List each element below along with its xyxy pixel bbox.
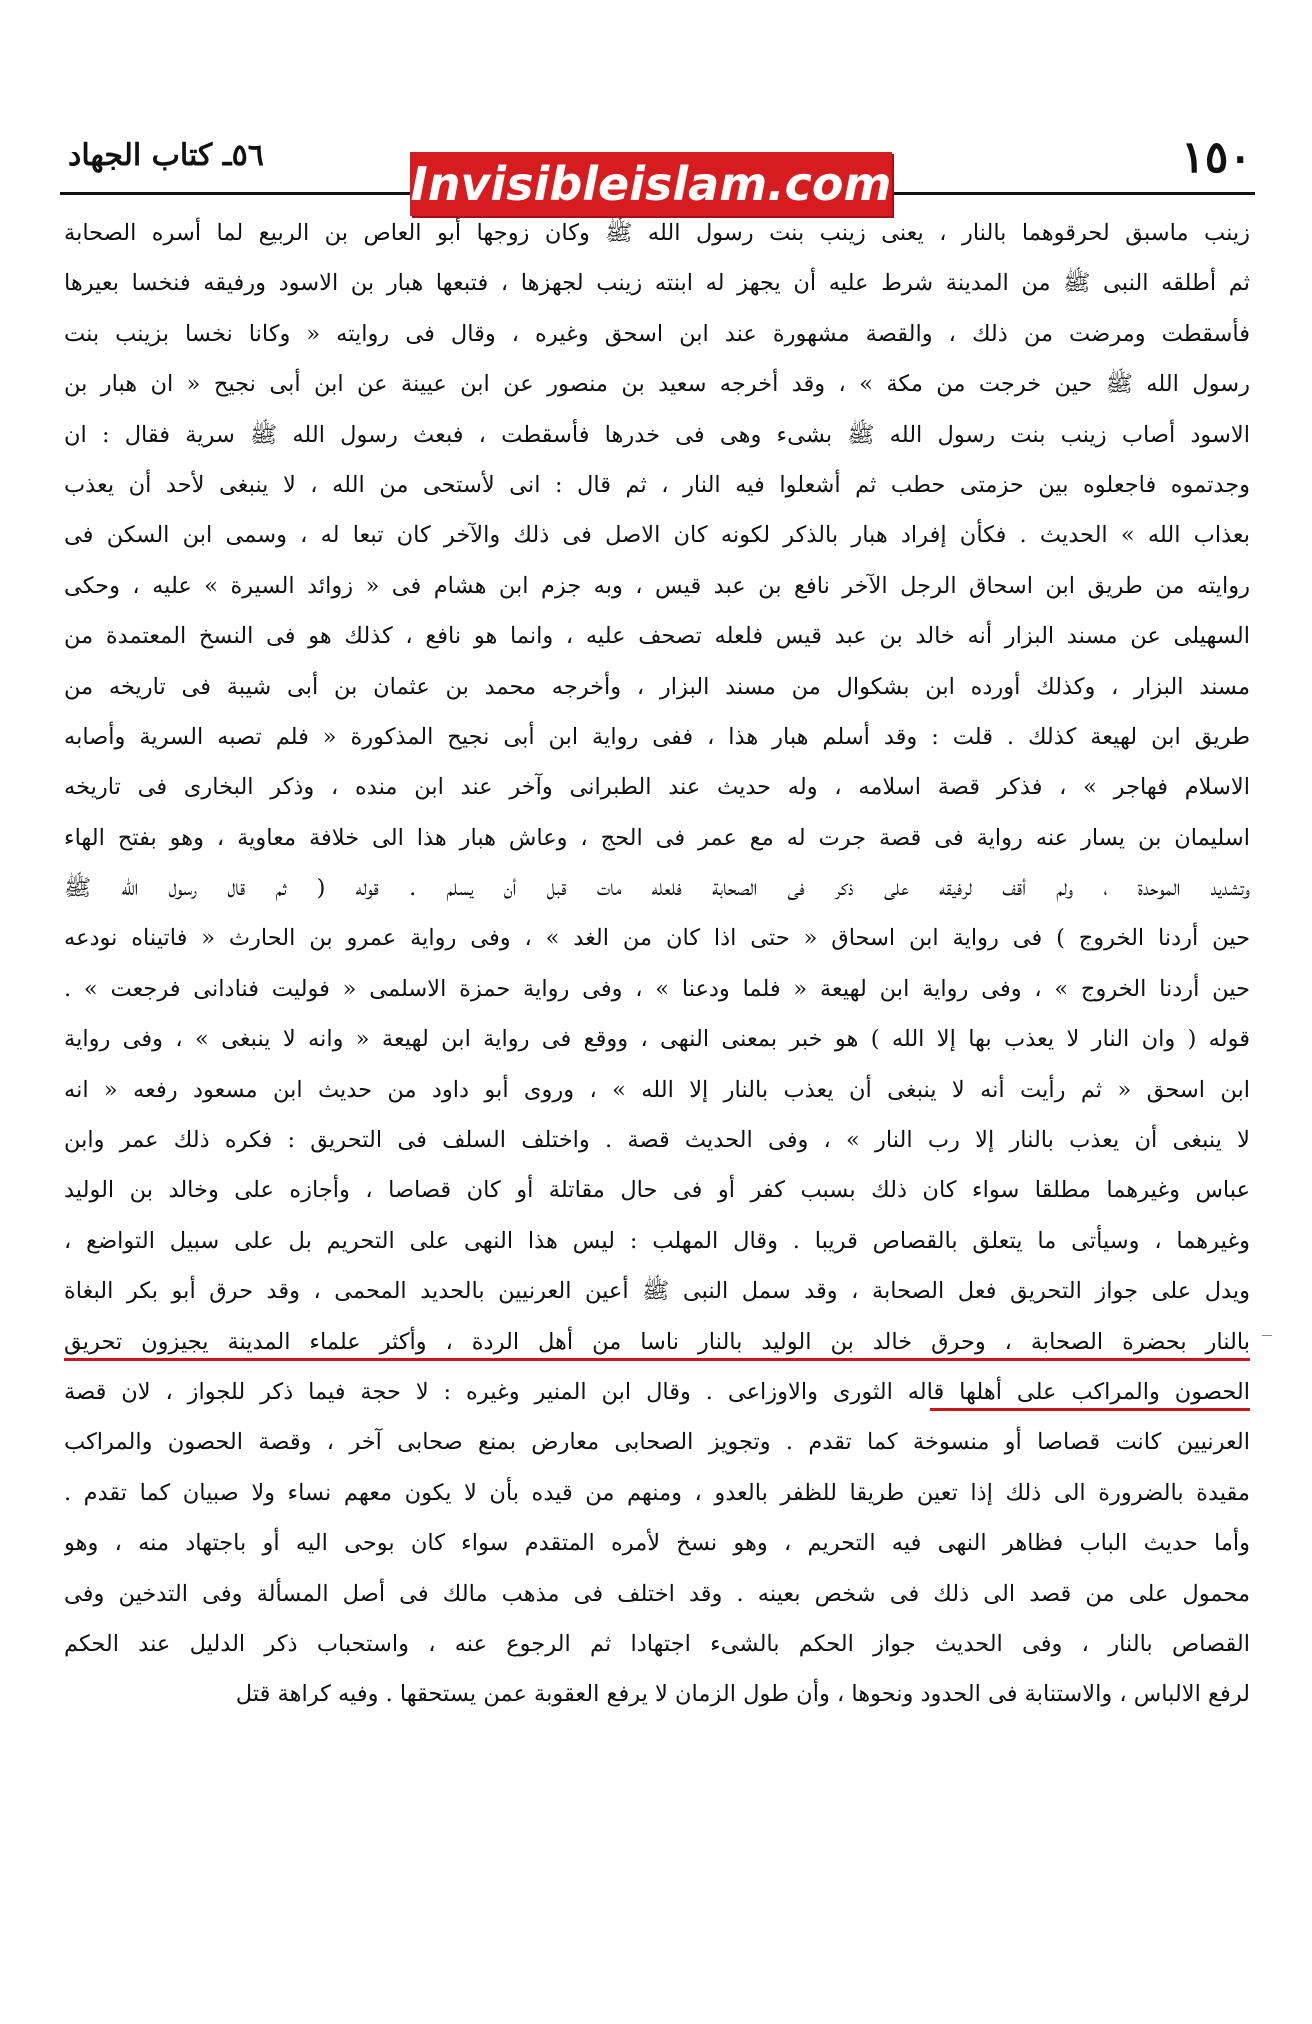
- watermark-logo: Invisibleislam.com: [410, 152, 892, 216]
- text-line: الاسود أصاب زينب بنت رسول الله ﷺ بشىء وهى فى خدرها فأسقطت ، فبعث رسول الله ﷺ سرية فقال : ان: [64, 421, 1250, 448]
- text-line: مسند البزار ، وكذلك أورده ابن بشكوال من مسند البزار ، وأخرجه محمد بن عثمان بن أبى شيبة فى تاريخه من: [64, 673, 1250, 700]
- highlight-underline: [64, 1358, 1250, 1361]
- text-line: وأما حديث الباب فظاهر النهى فيه التحريم ، وهو نسخ لأمره المتقدم سواء كان بوحى اليه أو باجتهاد منه ، وهو: [64, 1530, 1250, 1557]
- text-line: مقيدة بالضرورة الى ذلك إذا تعين طريقا للظفر بالعدو ، ومنهم من قيده بأن لا يكون معهم نساء ولا صبيان كما تقدم .: [64, 1479, 1250, 1506]
- text-line: محمول على من قصد الى ذلك فى شخص بعينه . وقد اختلف فى مذهب مالك فى أصل المسألة وفى التدخين وفى: [64, 1580, 1250, 1607]
- text-line: بعذاب الله » الحديث . فكأن إفراد هبار بالذكر لكونه كان الاصل فى ذلك والآخر كان تبعا له ، وسمى ابن السكن فى: [64, 522, 1250, 549]
- page-number: ١٥٠: [1181, 132, 1252, 183]
- text-line: لرفع الالباس ، والاستنابة فى الحدود ونحوها ، وأن طول الزمان لا يرفع العقوبة عمن يستحقها . وفيه كراهة قتل: [235, 1681, 1250, 1708]
- text-line: زينب ماسبق لحرقوهما بالنار ، يعنى زينب بنت رسول الله ﷺ وكان زوجها أبو العاص بن الربيع لما أسره الصحابة: [64, 220, 1250, 246]
- text-line: القصاص بالنار ، وفى الحديث جواز الحكم بالشىء اجتهادا ثم الرجوع عنه ، واستحباب ذكر الدليل عند الحكم: [64, 1630, 1250, 1657]
- text-line: وجدتموه فاجعلوه بين حزمتى حطب ثم أشعلوا فيه النار ، ثم قال : انى لأستحى من الله ، لا ينبغى لأحد أن يعذب: [64, 471, 1250, 498]
- text-line: فأسقطت ومرضت من ذلك ، والقصة مشهورة عند ابن اسحق وغيره ، وقال فى روايته « وكانا نخسا بزينب بنت: [64, 320, 1250, 347]
- text-line: ثم أطلقه النبى ﷺ من المدينة شرط عليه أن يجهز له ابنته زينب لجهزها ، فتبعها هبار بن الاسود ورفيقه فنخسا بعيرها: [64, 270, 1250, 297]
- text-line: قوله ( وان النار لا يعذب بها إلا الله ) هو خبر بمعنى النهى ، ووقع فى رواية ابن لهيعة « وانه لا ينبغى » ، وفى رواية: [64, 1026, 1250, 1053]
- text-line: لا ينبغى أن يعذب بالنار إلا رب النار » ، وفى الحديث قصة . واختلف السلف فى التحريق : فكره ذلك عمر وابن: [64, 1127, 1250, 1154]
- chapter-title: ٥٦ـ كتاب الجهاد: [68, 138, 264, 173]
- text-line: عباس وغيرهما مطلقا سواء كان ذلك بسبب كفر أو فى حال مقاتلة أو كان قصاصا ، وأجازه على وخالد بن الوليد: [64, 1177, 1250, 1204]
- highlight-underline: [930, 1408, 1250, 1411]
- text-line: حين أردنا الخروج ) فى رواية ابن اسحاق « حتى اذا كان من الغد » ، وفى رواية عمرو بن الحارث « فاتيناه نودعه: [64, 925, 1250, 952]
- text-line: وتشديد الموحدة ، ولم أقف لرفيقه على ذكر فى الصحابة فلعله مات قبل أن يسلم . قوله ( ثم قال رسول الله ﷺ: [64, 875, 1250, 902]
- margin-mark: [1262, 1335, 1272, 1336]
- text-line: ابن اسحق « ثم رأيت أنه لا ينبغى أن يعذب بالنار إلا الله » ، وروى أبو داود من حديث ابن مسعود رفعه « انه: [64, 1076, 1250, 1103]
- text-line: العرنيين كانت قصاصا أو منسوخة كما تقدم . وتجويز الصحابى معارض بمنع صحابى آخر ، وقصة الحصون والمراكب: [64, 1429, 1250, 1456]
- text-line: السهيلى عن مسند البزار أنه خالد بن عبد قيس فلعله تصحف عليه ، وانما هو نافع ، كذلك هو فى النسخ المعتمدة من: [64, 623, 1250, 650]
- body-text: [64, 208, 1250, 1720]
- text-line: رسول الله ﷺ حين خرجت من مكة » ، وقد أخرجه سعيد بن منصور عن ابن عيينة عن ابن أبى نجيح « ان هبار بن: [64, 371, 1250, 398]
- text-line: روايته من طريق ابن اسحاق الرجل الآخر نافع بن عبد قيس ، وبه جزم ابن هشام فى « زوائد السيرة » عليه ، وحكى: [64, 572, 1250, 599]
- text-line-highlighted: ويدل على جواز التحريق فعل الصحابة ، وقد سمل النبى ﷺ أعين العرنيين بالحديد المحمى ، وقد حرق أبو بكر البغاة: [64, 1278, 1250, 1305]
- text-line: حين أردنا الخروج » ، وفى رواية ابن لهيعة « فلما ودعنا » ، وفى رواية حمزة الاسلمى « فوليت فنادانى فرجعت » .: [64, 975, 1250, 1002]
- text-line: اسليمان بن يسار عنه رواية فى قصة جرت له مع عمر فى الحج ، وعاش هبار هذا الى خلافة معاوية ، وهو بفتح الهاء: [64, 824, 1250, 851]
- text-line: طريق ابن لهيعة كذلك . قلت : وقد أسلم هبار هذا ، ففى رواية ابن أبى نجيح المذكورة « فلم تصبه السرية وأصابه: [64, 723, 1250, 750]
- text-line: وغيرهما ، وسيأتى ما يتعلق بالقصاص قريبا . وقال المهلب : ليس هذا النهى على التحريم بل على سبيل التواضع ،: [64, 1227, 1250, 1254]
- text-line-highlighted: بالنار بحضرة الصحابة ، وحرق خالد بن الوليد بالنار ناسا من أهل الردة ، وأكثر علماء المدينة يجيزون تحريق: [64, 1328, 1250, 1355]
- text-line: الحصون والمراكب على أهلها قاله الثورى والاوزاعى . وقال ابن المنير وغيره : لا حجة فيما ذكر للجواز ، لان قصة: [64, 1378, 1250, 1405]
- text-line: الاسلام فهاجر » ، فذكر قصة اسلامه ، وله حديث عند الطبرانى وآخر عند ابن منده ، وذكر البخارى فى تاريخه: [64, 774, 1250, 801]
